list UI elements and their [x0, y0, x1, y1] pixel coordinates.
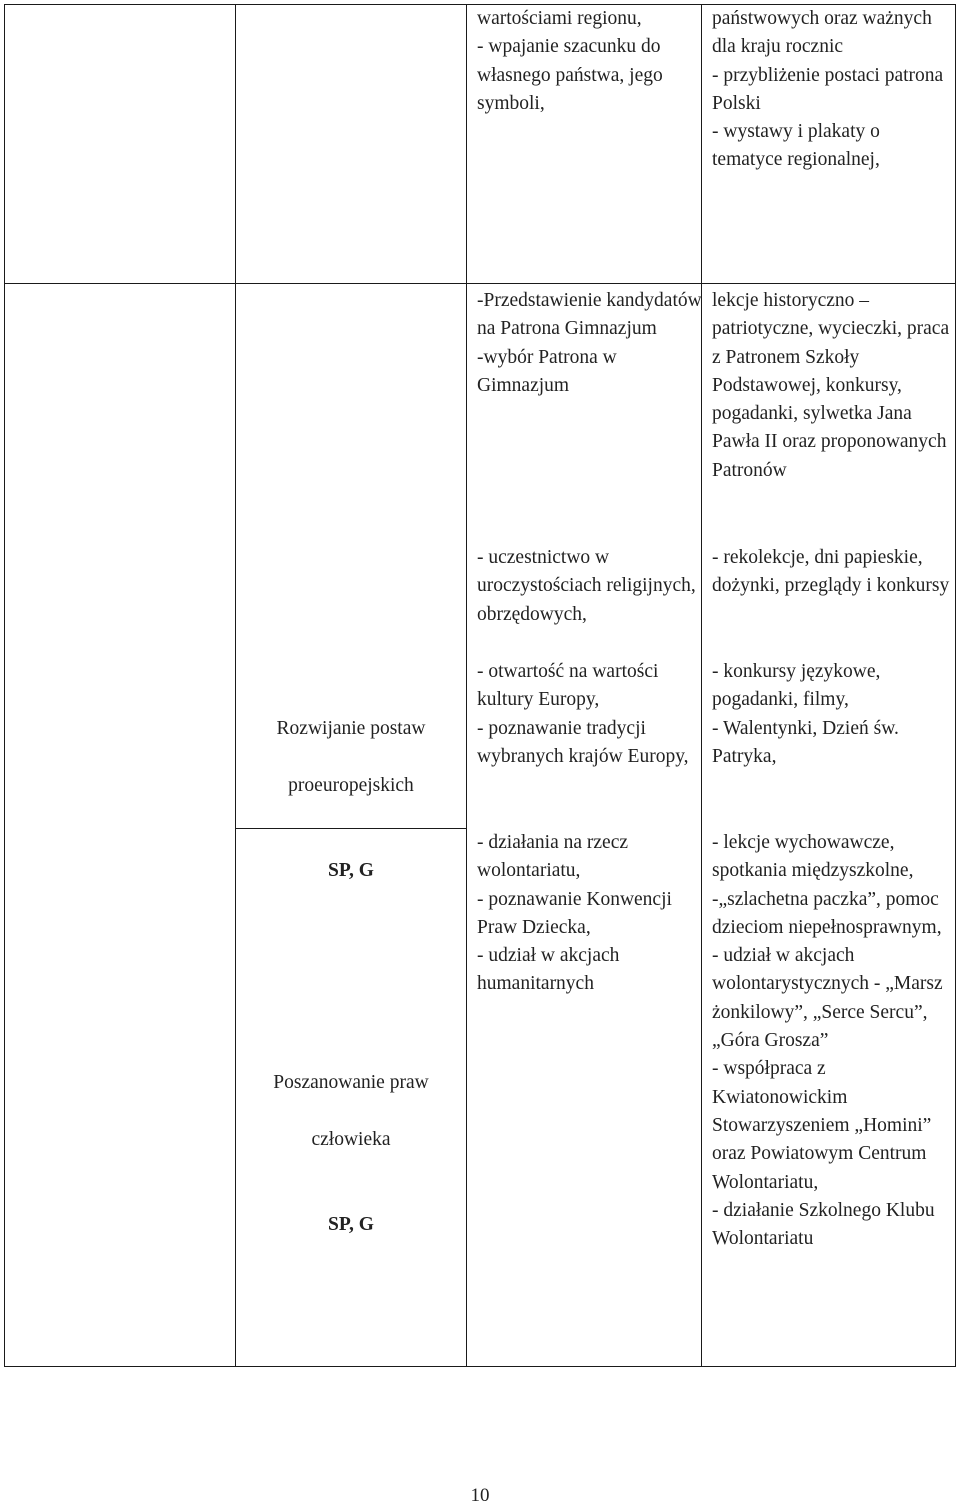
religious-objectives: - uczestnictwo w uroczystościach religijnych, obrzędowych,: [477, 547, 696, 625]
rights-section-title: [237, 1041, 465, 1268]
europe-level: SP, G: [328, 860, 374, 882]
patron-activities: lekcje historyczno – patriotyczne, wycieczki, praca z Patronem Szkoły Podstawowej, konkursy, pogadanki, sylwetka Jana Pawła II oraz proponowanych Patronów: [712, 290, 950, 481]
rights-level: SP, G: [328, 1214, 374, 1236]
europe-title-line2: proeuropejskich: [288, 774, 414, 796]
top-row-objectives: wartościami regionu, - wpajanie szacunku do własnego państwa, jego symboli,: [477, 8, 663, 114]
table-border-col2: [466, 4, 467, 1366]
europe-section-title: [237, 687, 465, 914]
table-border-bottom: [4, 1366, 956, 1367]
rights-objectives: - działania na rzecz wolontariatu, - poznawanie Konwencji Praw Dziecka, - udział w akcjach humanitarnych: [477, 832, 672, 995]
page-number: 10: [470, 1485, 490, 1506]
table-border-col1: [235, 4, 236, 1366]
top-row-activities: państwowych oraz ważnych dla kraju rocznic - przybliżenie postaci patrona Polski - wystawy i plakaty o tematyce regionalnej,: [712, 8, 944, 171]
table-border-right: [955, 4, 956, 1366]
rights-title-line1: Poszanowanie praw: [273, 1072, 429, 1094]
table-border-left: [4, 4, 5, 1366]
rights-activities: - lekcje wychowawcze, spotkania międzyszkolne, -„szlachetna paczka”, pomoc dzieciom niepełnosprawnym, - udział w akcjach wolontarystycznych - „Marsz żonkilowy”, „Serce Sercu”, „Góra Grosza” - współpraca z Kwiatonowickim Stowarzyszeniem „Homini” oraz Powiatowym Centrum Wolontariatu, - działanie Szkolnego Klubu Wolontariatu: [712, 832, 943, 1250]
religious-activities: - rekolekcje, dni papieskie, dożynki, przeglądy i konkursy: [712, 547, 950, 597]
europe-title-line1: Rozwijanie postaw: [276, 718, 426, 740]
rights-title-line2: człowieka: [311, 1128, 391, 1150]
patron-objectives: -Przedstawienie kandydatów na Patrona Gimnazjum -wybór Patrona w Gimnazjum: [477, 290, 702, 396]
europe-activities: - konkursy językowe, pogadanki, filmy, - Walentynki, Dzień św. Patryka,: [712, 661, 899, 767]
table-row-divider: [4, 283, 956, 284]
europe-objectives: - otwartość na wartości kultury Europy, - poznawanie tradycji wybranych krajów Europy,: [477, 661, 689, 767]
